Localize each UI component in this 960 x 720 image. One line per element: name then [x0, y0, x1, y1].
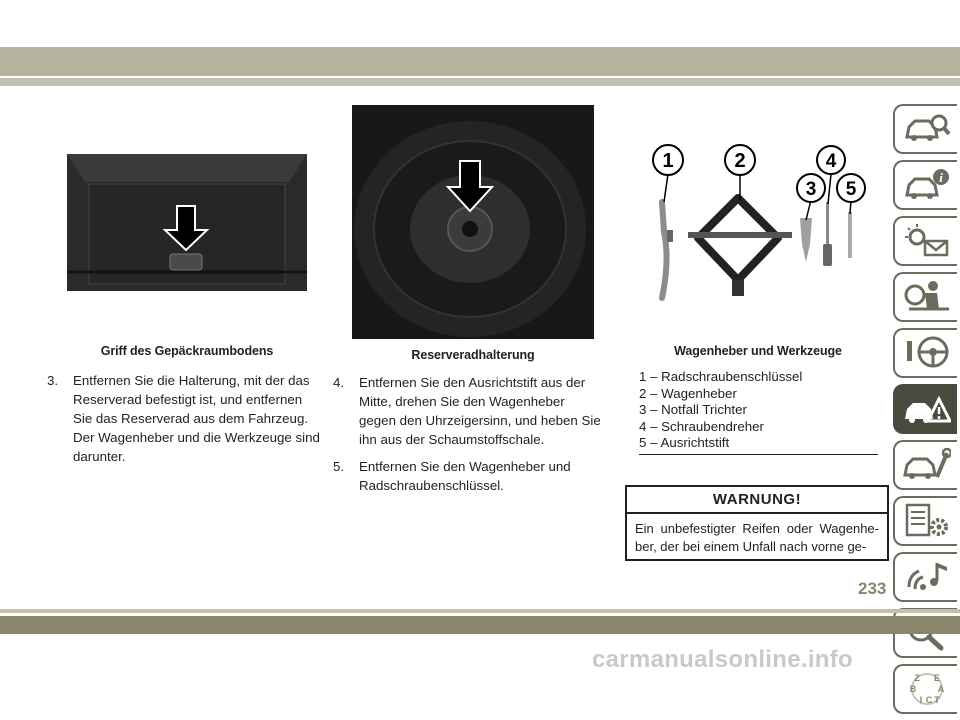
steps-column-1: [47, 371, 322, 474]
svg-text:4: 4: [825, 151, 837, 172]
warning-title: WARNUNG!: [627, 487, 887, 514]
caption-spare-mount: Reserveradhalterung: [411, 348, 535, 362]
svg-text:B: B: [909, 684, 917, 694]
car-warning-triangle-icon: [903, 391, 951, 427]
tab-specifications[interactable]: [893, 496, 957, 546]
svg-text:E: E: [933, 673, 941, 683]
caption-jack-tools: Wagenheber und Werkzeuge: [674, 344, 842, 358]
svg-text:5: 5: [845, 179, 857, 200]
tab-car-warning[interactable]: [893, 384, 957, 434]
footer-rule: [0, 609, 960, 613]
car-wrench-icon: [903, 447, 951, 483]
callout-2: [725, 145, 755, 175]
svg-text:C: C: [925, 695, 933, 705]
step-3: 3. Entfernen Sie die Halterung, mit der das Reserverad befestigt ist, und entfernen Sie das Reserverad aus dem Fahrzeug. Der Wagenheber und die Werkzeuge sind darunter.: [47, 373, 320, 464]
callout-3: [797, 174, 825, 202]
cargo-floor-photo: [67, 154, 307, 291]
tab-car-search[interactable]: [893, 104, 957, 154]
svg-text:Z: Z: [914, 673, 920, 683]
step-5: 5. Entfernen Sie den Wagenheber und Radschraubenschlüssel.: [333, 459, 571, 493]
steps-column-2: [333, 373, 605, 503]
legend-item-4: 4 – Schraubendreher: [639, 418, 764, 434]
svg-text:T: T: [934, 695, 940, 705]
svg-text:1: 1: [662, 150, 674, 172]
alphabet-index-icon: [903, 671, 951, 707]
tab-car-service[interactable]: [893, 440, 957, 490]
media-signal-icon: [903, 559, 951, 595]
svg-text:2: 2: [734, 150, 746, 172]
dashboard-lights-icon: [903, 223, 951, 259]
car-search-icon: [903, 111, 951, 147]
header-band: [0, 47, 960, 76]
callout-4: [817, 146, 845, 174]
svg-text:i: i: [939, 170, 943, 185]
tab-dashboard-lights[interactable]: [893, 216, 957, 266]
warning-text: Ein unbefestigter Reifen oder Wagenhe-ber, der bei einem Unfall nach vorne ge-: [635, 521, 879, 554]
header-rule: [0, 78, 960, 86]
watermark: carmanualsonline.info: [592, 646, 854, 673]
tab-multimedia[interactable]: [893, 552, 957, 602]
legend-item-3: 3 – Notfall Trichter: [639, 402, 747, 417]
tools-legend: [639, 369, 879, 452]
warning-box: [625, 485, 889, 561]
tab-airbag[interactable]: [893, 272, 957, 322]
jack-tools-illustration: [640, 140, 880, 305]
tab-car-info[interactable]: [893, 160, 957, 210]
legend-item-5: 5 – Ausrichtstift: [639, 435, 730, 450]
callout-1: [653, 145, 683, 175]
svg-text:I: I: [919, 695, 923, 705]
tab-index[interactable]: [893, 664, 957, 714]
checklist-gear-icon: [903, 503, 951, 539]
spare-tire-photo: [352, 105, 594, 339]
tab-steering[interactable]: [893, 328, 957, 378]
legend-rule: [639, 454, 878, 455]
steering-wheel-icon: [903, 335, 951, 371]
car-info-icon: [903, 167, 951, 203]
svg-text:A: A: [937, 684, 945, 694]
footer-band: [0, 616, 960, 634]
airbag-passenger-icon: [903, 279, 951, 315]
svg-text:3: 3: [805, 179, 817, 200]
legend-item-1: 1 – Radschraubenschlüssel: [639, 369, 803, 384]
caption-floor-handle: Griff des Gepäckraumbodens: [100, 344, 274, 358]
step-4: 4. Entfernen Sie den Ausrichtstift aus der Mitte, drehen Sie den Wagenheber gegen den Uhrzeigersinn, und heben Sie ihn aus der Schaumstoffschale.: [333, 375, 601, 447]
page-number: 233: [858, 579, 887, 598]
callout-5: [837, 174, 865, 202]
legend-item-2: 2 – Wagenheber: [639, 385, 737, 401]
